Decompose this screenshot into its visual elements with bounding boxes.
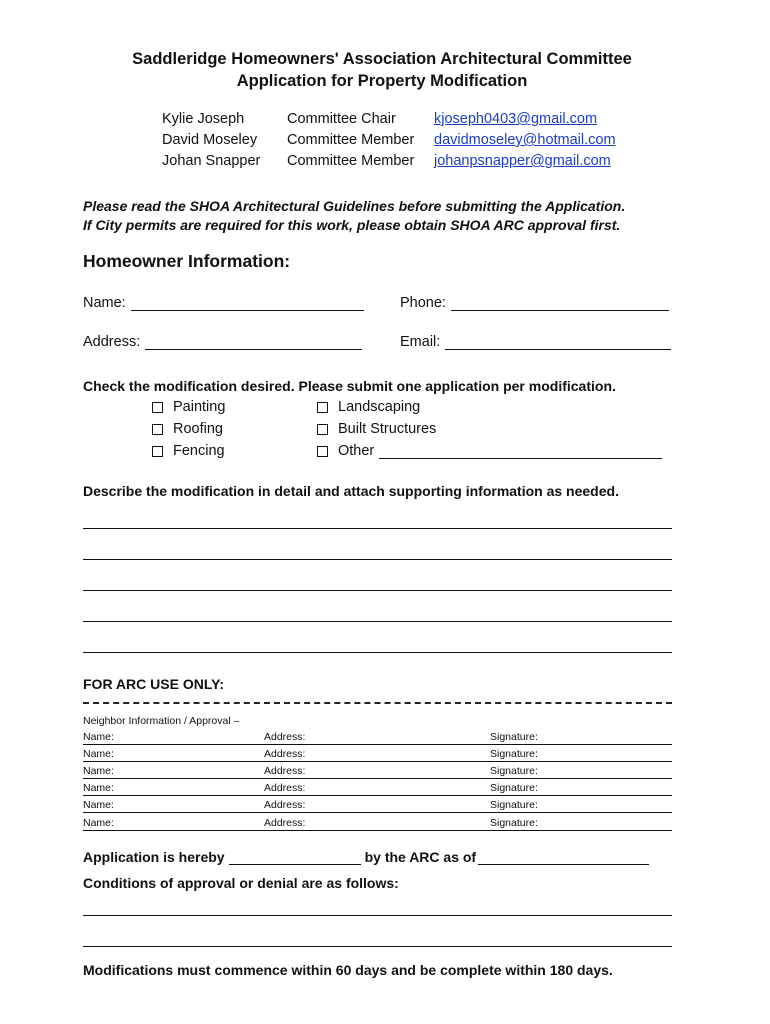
neighbor-address-label: Address: [264, 782, 306, 794]
fencing-checkbox[interactable] [152, 443, 225, 459]
name-field[interactable] [83, 295, 364, 311]
checkbox-icon[interactable] [152, 424, 163, 435]
checkbox-icon[interactable] [317, 402, 328, 413]
neighbor-name-label: Name: [83, 731, 114, 743]
neighbor-name-label: Name: [83, 817, 114, 829]
form-subtitle: Application for Property Modification [236, 72, 528, 90]
neighbor-row[interactable] [83, 731, 672, 745]
neighbor-name-label: Name: [83, 799, 114, 811]
option-label: Built Structures [338, 421, 437, 437]
option-label: Landscaping [338, 399, 421, 415]
option-label: Painting [173, 399, 226, 415]
checkbox-icon[interactable] [152, 402, 163, 413]
instruction-line: Please read the SHOA Architectural Guidelines before submitting the Application. [83, 198, 626, 214]
neighbor-signature-label: Signature: [490, 731, 538, 743]
other-input-line[interactable] [379, 444, 662, 459]
neighbor-row-line[interactable] [83, 744, 672, 745]
email-input-line[interactable] [445, 335, 671, 350]
neighbor-address-label: Address: [264, 765, 306, 777]
email-field[interactable] [400, 334, 671, 350]
description-line[interactable] [83, 621, 672, 622]
conditions-line[interactable] [83, 946, 672, 947]
approval-line [83, 849, 649, 865]
committee-email-link[interactable]: davidmoseley@hotmail.com [434, 132, 616, 148]
description-line[interactable] [83, 652, 672, 653]
address-input-line[interactable] [145, 335, 362, 350]
neighbor-row-line[interactable] [83, 778, 672, 779]
neighbor-row-line[interactable] [83, 812, 672, 813]
built-structures-checkbox[interactable] [317, 421, 436, 437]
description-line[interactable] [83, 528, 672, 529]
neighbor-name-label: Name: [83, 748, 114, 760]
neighbor-row[interactable] [83, 799, 672, 813]
painting-checkbox[interactable] [152, 399, 225, 415]
neighbor-row[interactable] [83, 765, 672, 779]
neighbor-row[interactable] [83, 782, 672, 796]
neighbor-signature-label: Signature: [490, 782, 538, 794]
option-label: Fencing [173, 443, 225, 459]
homeowner-heading: Homeowner Information: [83, 251, 291, 271]
arc-heading: FOR ARC USE ONLY: [83, 676, 225, 692]
describe-label: Describe the modification in detail and attach supporting information as needed. [83, 483, 619, 499]
roofing-checkbox[interactable] [152, 421, 223, 437]
option-label: Roofing [173, 421, 223, 437]
neighbor-row[interactable] [83, 817, 672, 831]
form-title: Saddleridge Homeowners' Association Architectural Committee [132, 50, 632, 68]
address-field[interactable] [83, 334, 362, 350]
neighbor-address-label: Address: [264, 799, 306, 811]
description-line[interactable] [83, 559, 672, 560]
neighbor-signature-label: Signature: [490, 765, 538, 777]
neighbor-address-label: Address: [264, 748, 306, 760]
other-checkbox[interactable] [317, 443, 662, 459]
option-label: Other [338, 443, 375, 459]
neighbor-address-label: Address: [264, 817, 306, 829]
committee-name: Kylie Joseph [162, 111, 245, 127]
email-label: Email: [400, 334, 441, 350]
address-label: Address: [83, 334, 141, 350]
approval-status-line[interactable] [229, 850, 361, 865]
committee-name: Johan Snapper [162, 153, 261, 169]
approval-middle: by the ARC as of [364, 849, 477, 865]
neighbor-row-line[interactable] [83, 761, 672, 762]
landscaping-checkbox[interactable] [317, 399, 420, 415]
committee-role: Committee Member [287, 132, 415, 148]
committee-role: Committee Chair [287, 111, 396, 127]
committee-email-link[interactable]: kjoseph0403@gmail.com [434, 111, 598, 127]
neighbor-row-line[interactable] [83, 830, 672, 831]
dashed-divider [83, 702, 672, 704]
committee-name: David Moseley [162, 132, 258, 148]
neighbor-name-label: Name: [83, 782, 114, 794]
modification-heading: Check the modification desired. Please submit one application per modification. [83, 378, 616, 394]
phone-label: Phone: [400, 295, 446, 311]
description-line[interactable] [83, 590, 672, 591]
neighbor-signature-label: Signature: [490, 799, 538, 811]
name-input-line[interactable] [131, 296, 364, 311]
neighbor-signature-label: Signature: [490, 748, 538, 760]
approval-prefix: Application is hereby [83, 849, 225, 865]
conditions-line[interactable] [83, 915, 672, 916]
committee-email-link[interactable]: johanpsnapper@gmail.com [434, 153, 611, 169]
approval-date-line[interactable] [478, 850, 649, 865]
instruction-line: If City permits are required for this work, please obtain SHOA ARC approval first. [83, 217, 621, 233]
checkbox-icon[interactable] [317, 446, 328, 457]
committee-role: Committee Member [287, 153, 415, 169]
name-label: Name: [83, 295, 126, 311]
phone-field[interactable] [400, 295, 669, 311]
checkbox-icon[interactable] [152, 446, 163, 457]
footer-note: Modifications must commence within 60 days and be complete within 180 days. [83, 962, 613, 978]
neighbor-name-label: Name: [83, 765, 114, 777]
phone-input-line[interactable] [451, 296, 669, 311]
checkbox-icon[interactable] [317, 424, 328, 435]
neighbor-row[interactable] [83, 748, 672, 762]
neighbor-label: Neighbor Information / Approval – [83, 715, 240, 727]
neighbor-signature-label: Signature: [490, 817, 538, 829]
conditions-label: Conditions of approval or denial are as follows: [83, 875, 399, 891]
neighbor-address-label: Address: [264, 731, 306, 743]
neighbor-row-line[interactable] [83, 795, 672, 796]
